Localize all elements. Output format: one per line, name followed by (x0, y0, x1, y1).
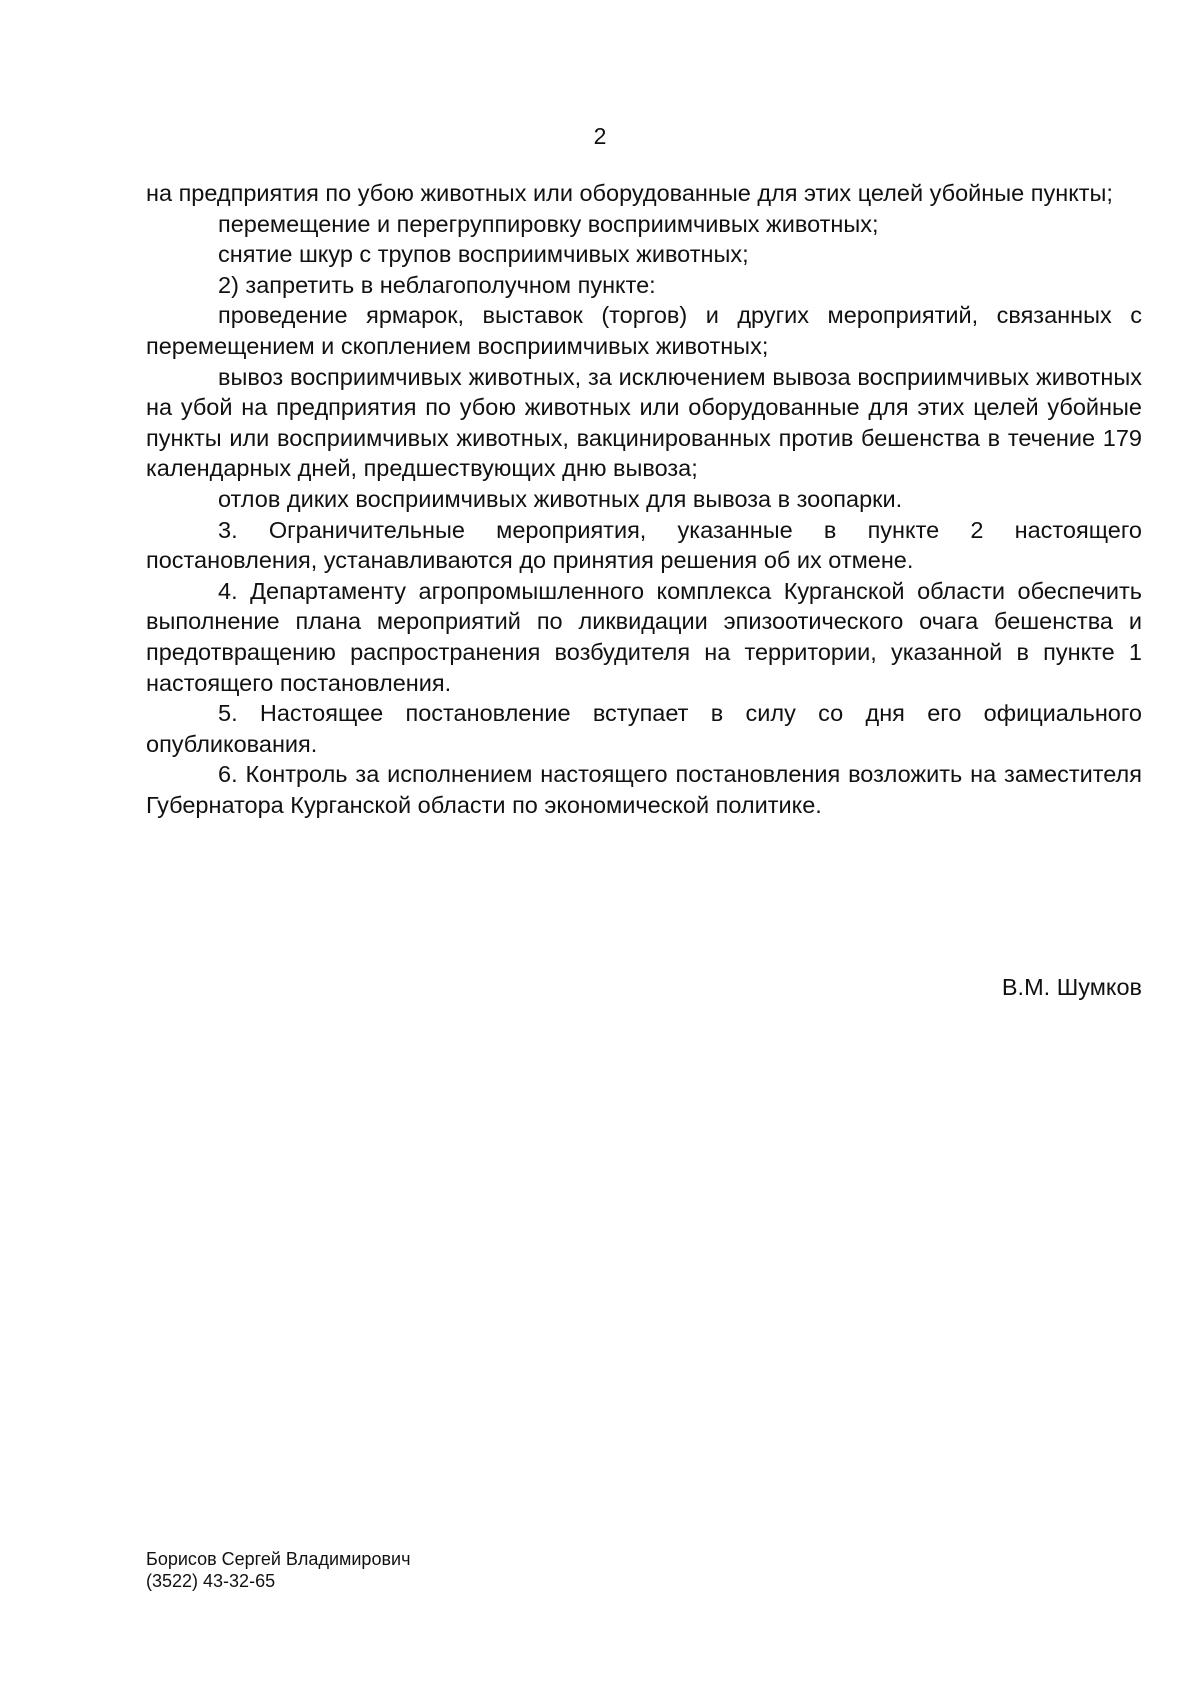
paragraph: 4. Департаменту агропромышленного комплекса Курганской области обеспечить выполнение плана мероприятий по ликвидации эпизоотического очага бешенства и предотвращению распространения возбудителя на территории, указанной в пункте 1 настоящего постановления. (146, 577, 1142, 696)
executor-name: Борисов Сергей Владимирович (146, 1549, 411, 1569)
paragraph: вывоз восприимчивых животных, за исключением вывоза восприимчивых животных на убой на предприятия по убою животных или оборудованные для этих целей убойные пункты или восприимчивых животных, вакцинированных против бешенства в течение 179 календарных дней, предшествующих дню вывоза; (146, 363, 1142, 482)
paragraph: 2) запретить в неблагополучном пункте: (218, 271, 656, 298)
executor-block (146, 1548, 410, 1592)
paragraph: на предприятия по убою животных или оборудованные для этих целей убойные пункты; (146, 180, 1113, 206)
document-body (146, 178, 1142, 820)
paragraph: перемещение и перегруппировку восприимчивых животных; (218, 210, 879, 237)
paragraph: 6. Контроль за исполнением настоящего постановления возложить на заместителя Губернатора Курганской области по экономической политике. (146, 761, 1142, 818)
signature-name: В.М. Шумков (1001, 974, 1142, 1000)
paragraph: проведение ярмарок, выставок (торгов) и других мероприятий, связанных с перемещением и скоплением восприимчивых животных; (146, 302, 1142, 359)
executor-phone: (3522) 43-32-65 (146, 1571, 276, 1591)
paragraph: 5. Настоящее постановление вступает в силу со дня его официального опубликования. (146, 700, 1142, 757)
paragraph: 3. Ограничительные мероприятия, указанные в пункте 2 настоящего постановления, устанавливаются до принятия решения об их отмене. (146, 516, 1142, 574)
page-number: 2 (593, 123, 607, 149)
paragraph: отлов диких восприимчивых животных для вывоза в зоопарки. (218, 485, 903, 512)
paragraph: снятие шкур с трупов восприимчивых животных; (218, 241, 749, 268)
